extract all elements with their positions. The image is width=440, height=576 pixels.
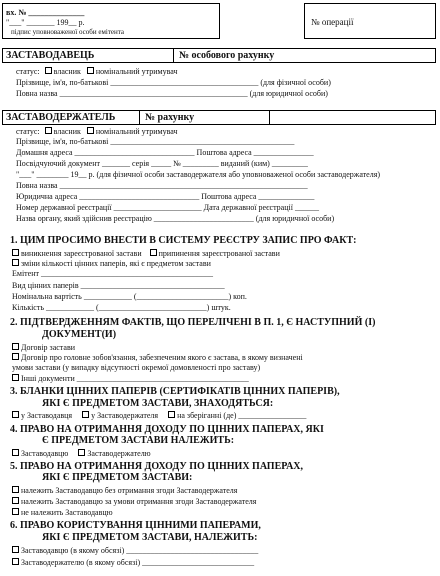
pledgor-name-field[interactable]: Прізвище, ім'я, по-батькові _____________________________________ (для фізичної особи) xyxy=(16,78,331,87)
checkbox[interactable] xyxy=(12,249,19,256)
checkbox[interactable] xyxy=(150,249,157,256)
checkbox[interactable] xyxy=(45,67,52,74)
s2-option-label: Договір про головне зобов'язання, забезпеченим якого є застава, в якому визначені xyxy=(21,353,303,362)
pledgee-line[interactable]: Домашня адреса ______________________________ Поштова адреса _______________ xyxy=(16,148,314,157)
s6-option xyxy=(12,558,254,567)
section-1-title: 1. ЦИМ ПРОСИМО ВНЕСТИ В СИСТЕМУ РЕЄСТРУ ЗАПИС ПРО ФАКТ: xyxy=(10,235,357,246)
security-type-field[interactable]: Вид цінних паперів ____________________________________ xyxy=(12,281,225,290)
s6-option xyxy=(12,546,258,555)
pledgee-line[interactable]: "___" ________ 19__ р. (для фізичної особи заставодержателя або уповноваженої особи заставодержателя) xyxy=(16,170,381,179)
s1-option xyxy=(12,259,211,268)
s4-options xyxy=(12,449,151,458)
nominal-value-field[interactable]: Номінальна вартість ____________ (_______________________) коп. xyxy=(12,292,247,301)
pledgor-full-name-field[interactable]: Повна назва _______________________________________________ (для юридичної особи) xyxy=(16,89,328,98)
status-label: статус: xyxy=(16,67,40,76)
quantity-field[interactable]: Кількість ____________ (___________________________) штук. xyxy=(12,303,231,312)
section-4-title: 4. ПРАВО НА ОТРИМАННЯ ДОХОДУ ПО ЦІННИХ ПАПЕРАХ, ЯКІ xyxy=(10,424,324,435)
s2-option xyxy=(12,353,303,362)
section-5-title: 5. ПРАВО НА ОТРИМАННЯ ДОХОДУ ПО ЦІННИХ ПАПЕРАХ, xyxy=(10,461,304,472)
date-line: "___" _______ 199__ р. xyxy=(6,18,85,27)
s1-option-label: зміни кількості цінних паперів, які є предметом застави xyxy=(21,259,211,268)
pledgee-line[interactable]: Посвідчуючий документ _______ серія _____ № _________ виданий (ким) _________ xyxy=(16,159,308,168)
s5-option xyxy=(12,508,113,517)
checkbox[interactable] xyxy=(12,374,19,381)
checkbox[interactable] xyxy=(12,546,19,553)
s4-option-label: Заставодержателю xyxy=(87,449,151,458)
section-2-title-cont: ДОКУМЕНТ(И) xyxy=(42,329,117,340)
s6-option-label[interactable]: Заставодавцю (в якому обсязі) _________________________________ xyxy=(21,546,259,555)
pledgor-status xyxy=(16,67,178,76)
checkbox[interactable] xyxy=(45,127,52,134)
pledgee-line[interactable]: Прізвище, ім'я, по-батькові ______________________________________________ xyxy=(16,137,295,146)
incoming-number: вх. № ______________ xyxy=(6,8,85,17)
status-label: статус: xyxy=(16,127,40,136)
status-owner-label: власник xyxy=(53,127,81,136)
s6-option-label[interactable]: Заставодержателю (в якому обсязі) ____________________________ xyxy=(21,558,255,567)
pledgee-account-label: № рахунку xyxy=(145,112,195,123)
checkbox[interactable] xyxy=(12,411,19,418)
section-4-title-cont: Є ПРЕДМЕТОМ ЗАСТАВИ НАЛЕЖИТЬ: xyxy=(42,435,235,446)
status-nominee-label: номінальний утримувач xyxy=(95,67,178,76)
pledgee-line[interactable]: Номер державної реєстрації ______________________ Дата державної реєстрації ______ xyxy=(16,203,319,212)
s5-option-label: належить Заставодавцю за умови отримання згоди Заставодержателя xyxy=(21,497,257,506)
s3-option-label: у Заставодавця xyxy=(21,411,73,420)
operation-number-label: № операції xyxy=(311,17,354,27)
s3-options xyxy=(12,411,306,420)
section-5-title-cont: ЯКІ Є ПРЕДМЕТОМ ЗАСТАВИ: xyxy=(42,472,193,483)
checkbox[interactable] xyxy=(78,449,85,456)
s3-option-label: на зберіганні (де) _________________ xyxy=(177,411,307,420)
s2-option xyxy=(12,343,75,352)
header-right-box xyxy=(304,3,436,39)
checkbox[interactable] xyxy=(12,353,19,360)
checkbox[interactable] xyxy=(12,558,19,565)
section-3-title: 3. БЛАНКИ ЦІННИХ ПАПЕРІВ (СЕРТИФІКАТІВ ЦІННИХ ПАПЕРІВ), xyxy=(10,386,340,397)
checkbox[interactable] xyxy=(87,127,94,134)
section-6-title-cont: ЯКІ Є ПРЕДМЕТОМ ЗАСТАВИ, НАЛЕЖИТЬ: xyxy=(42,532,258,543)
pledgee-title: ЗАСТАВОДЕРЖАТЕЛЬ xyxy=(6,112,116,123)
s4-option-label: Заставодавцю xyxy=(21,449,69,458)
pledgor-account-label: № особового рахунку xyxy=(179,50,275,61)
signature-caption: підпис уповноваженої особи емітента xyxy=(11,28,124,36)
checkbox[interactable] xyxy=(12,508,19,515)
status-nominee-label: номінальний утримувач xyxy=(95,127,178,136)
s5-option xyxy=(12,486,237,495)
s1-option-label: припинення зареєстрованої застави xyxy=(158,249,280,258)
s1-option-label: виникнення зареєстрованої застави xyxy=(21,249,142,258)
checkbox[interactable] xyxy=(82,411,89,418)
checkbox[interactable] xyxy=(12,343,19,350)
pledgee-line[interactable]: Повна назва ______________________________________________________________ xyxy=(16,181,308,190)
pledgor-header xyxy=(2,48,436,63)
status-owner-label: власник xyxy=(53,67,81,76)
header-left-box xyxy=(2,3,220,39)
issuer-field[interactable]: Емітент ___________________________________________ xyxy=(12,269,213,278)
s3-option-label: у Заставодержателя xyxy=(91,411,159,420)
s5-option-label: не належить Заставодавцю xyxy=(21,508,113,517)
checkbox[interactable] xyxy=(12,497,19,504)
s5-option xyxy=(12,497,256,506)
checkbox[interactable] xyxy=(12,259,19,266)
section-6-title: 6. ПРАВО КОРИСТУВАННЯ ЦІННИМИ ПАПЕРАМИ, xyxy=(10,520,261,531)
checkbox[interactable] xyxy=(87,67,94,74)
section-2-title: 2. ПІДТВЕРДЖЕННЯМ ФАКТІВ, ЩО ПЕРЕЛІЧЕНІ В П. 1, Є НАСТУПНИЙ (І) xyxy=(10,317,376,328)
s2-option xyxy=(12,374,249,383)
s2-option-label: Інші документи ___________________________________________ xyxy=(21,374,249,383)
checkbox[interactable] xyxy=(168,411,175,418)
pledgee-header xyxy=(2,110,436,125)
s5-option-label: належить Заставодавцю без отримання згоди Заставодержателя xyxy=(21,486,238,495)
checkbox[interactable] xyxy=(12,449,19,456)
s1-option xyxy=(12,249,280,258)
s2-option-label: Договір застави xyxy=(21,343,76,352)
pledgee-line[interactable]: Юридична адреса ______________________________ Поштова адреса ______________ xyxy=(16,192,315,201)
checkbox[interactable] xyxy=(12,486,19,493)
pledgor-title: ЗАСТАВОДАВЕЦЬ xyxy=(6,50,95,61)
s2-option-cont: умови застави (у випадку відсутності окремої домовленості про заставу) xyxy=(12,363,261,372)
pledgee-line[interactable]: Назва органу, який здійснив реєстрацію _________________________ (для юридичної особи) xyxy=(16,214,335,223)
section-3-title-cont: ЯКІ Є ПРЕДМЕТОМ ЗАСТАВИ, ЗНАХОДЯТЬСЯ: xyxy=(42,398,274,409)
pledgee-status xyxy=(16,127,178,136)
